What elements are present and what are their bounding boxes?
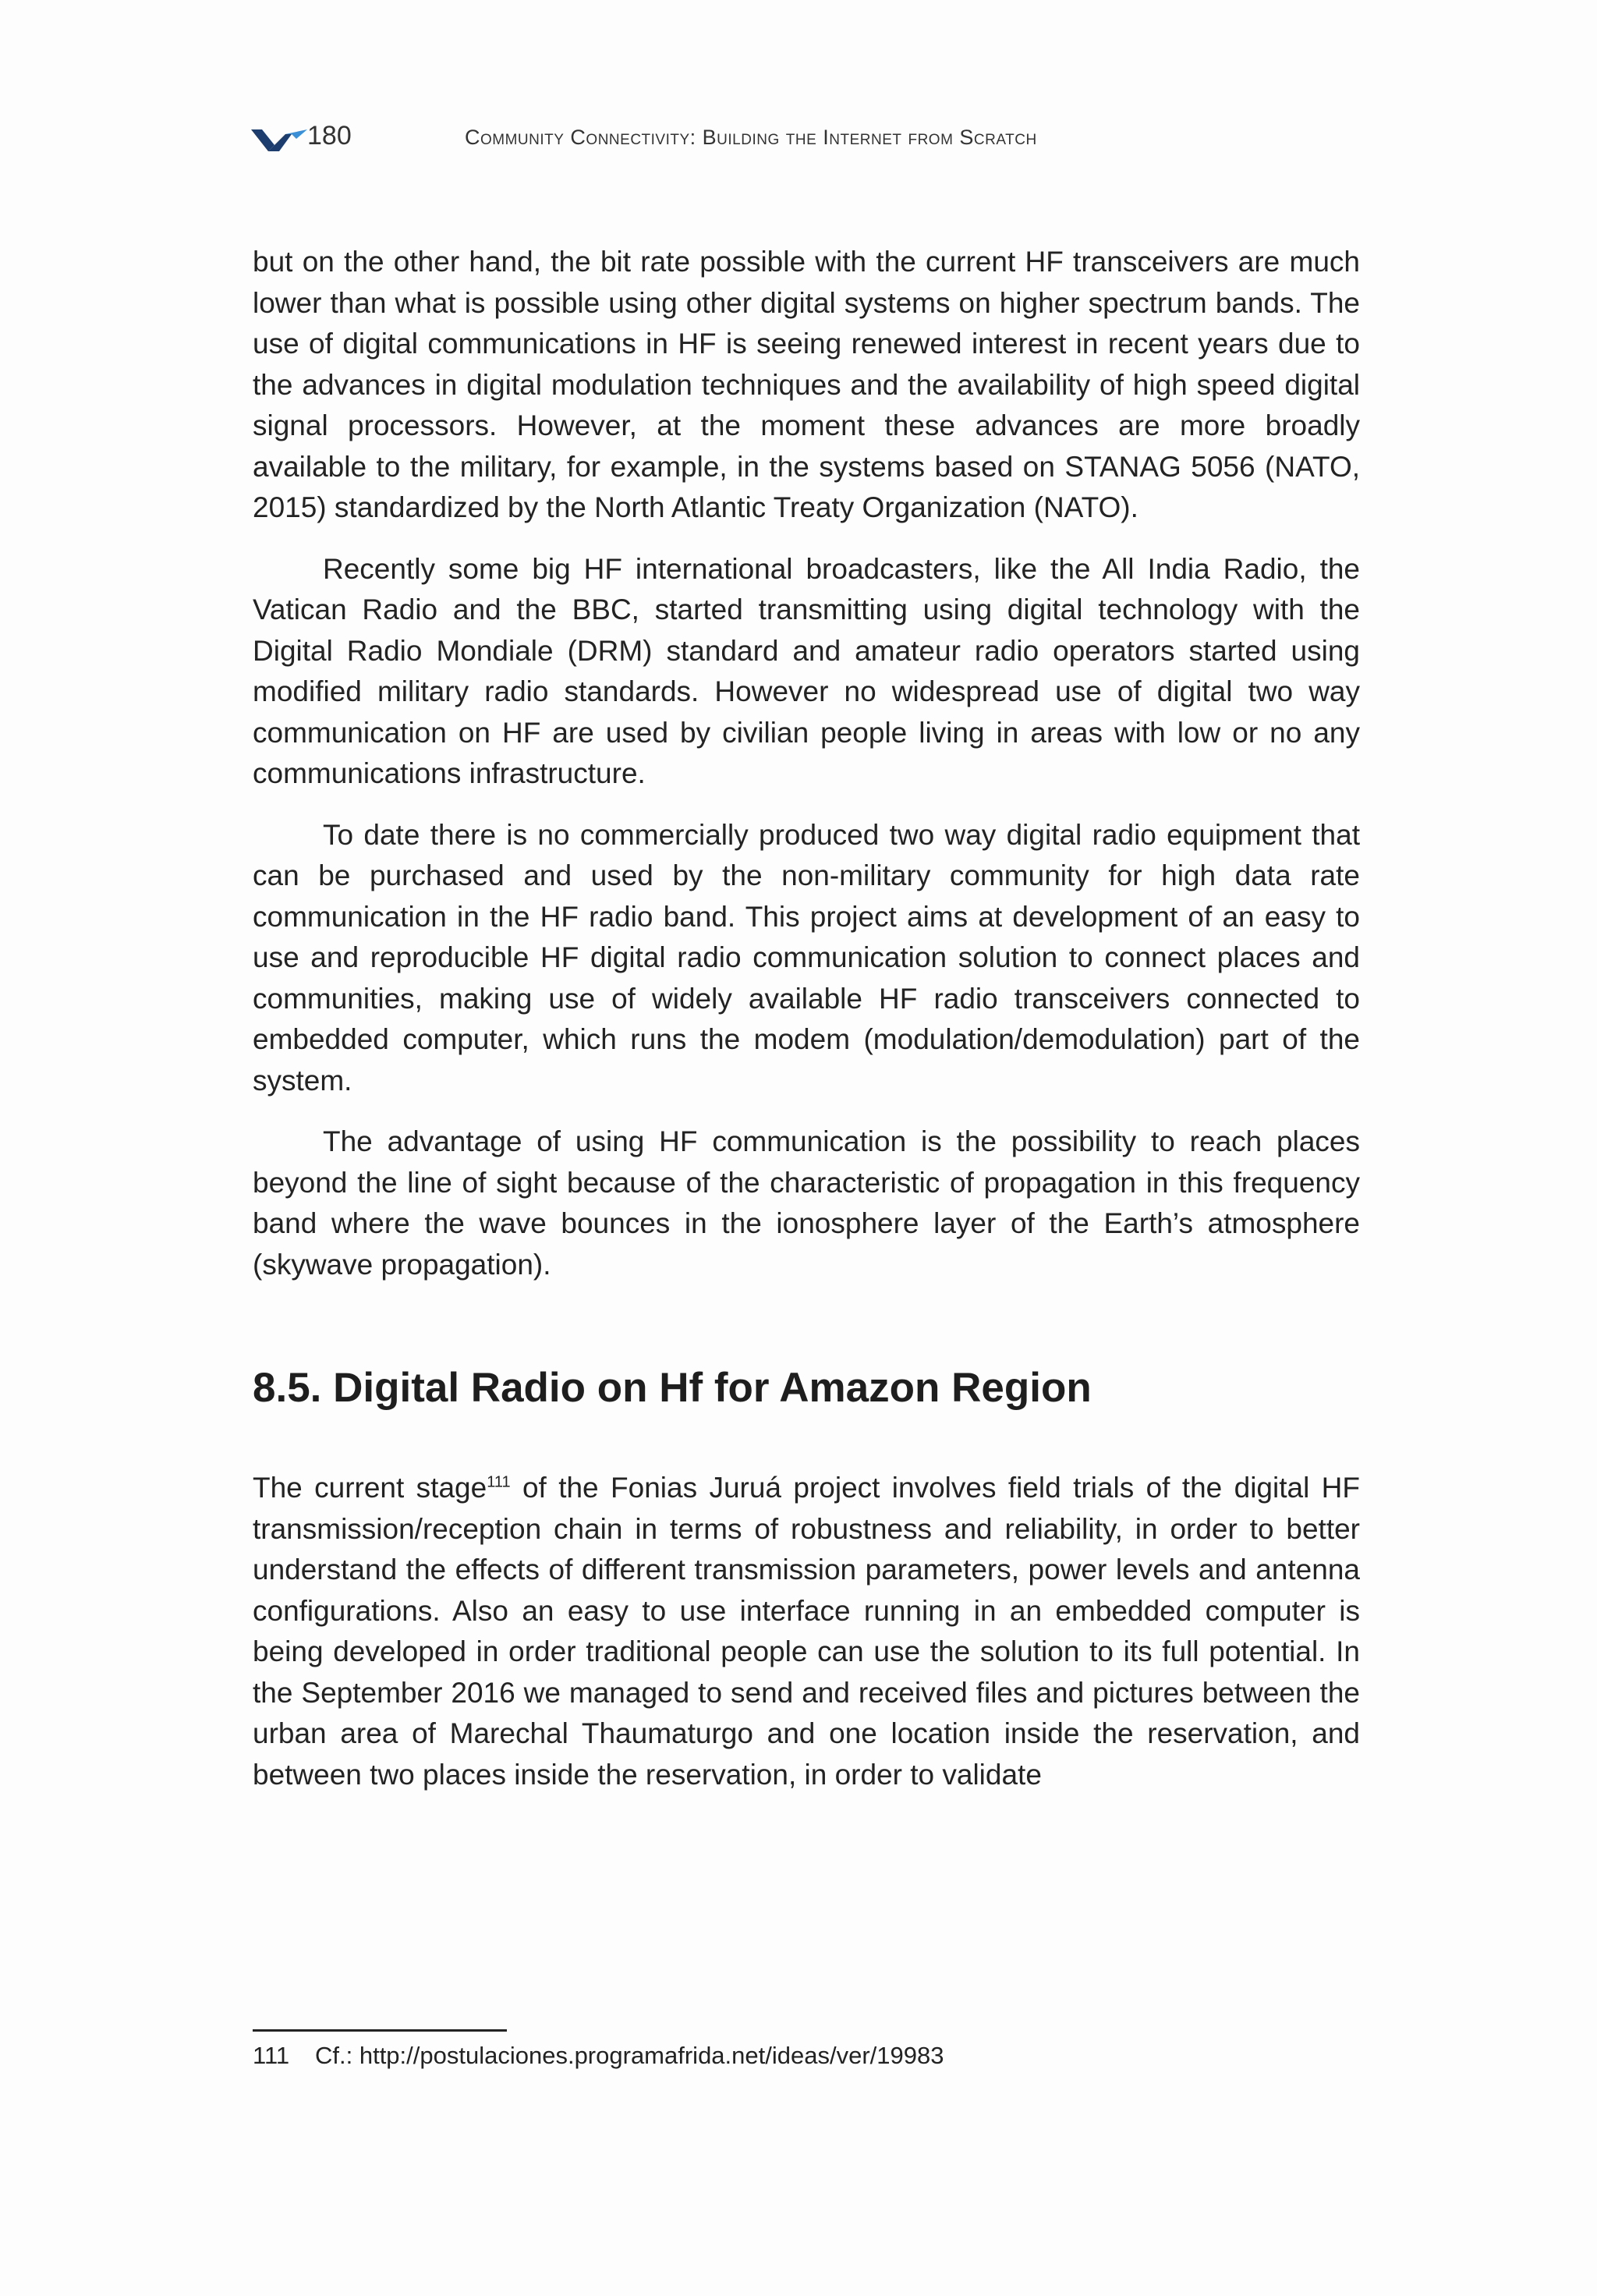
running-title: Community Connectivity: Building the Internet from Scratch: [465, 126, 1037, 149]
running-header: [251, 117, 1358, 161]
paragraph-broadcasters: Recently some big HF international broadcasters, like the All India Radio, the Vatican Radio and the BBC, started transmitting using digital technology with the Digital Radio Mondiale (DRM) standard and amateur radio operators started using modified military radio standards. However no widespread use of digital two way communication on HF are used by civilian people living in areas with low or no any communications infrastructure.: [253, 552, 1360, 789]
page-number: 180: [307, 121, 352, 151]
main-content: [253, 242, 1360, 1795]
paragraph-hf-advantage: The advantage of using HF communication is the possibility to reach places beyond the line of sight because of the characteristic of propagation in this frequency band where the wave bounces in the ionosphere layer of the Earth’s atmosphere (skywave propagation).: [253, 1125, 1360, 1281]
paragraph-continued: but on the other hand, the bit rate possible with the current HF transceivers are much lower than what is possible using other digital systems on higher spectrum bands. The use of digital communications in HF is seeing renewed interest in recent years due to the advances in digital modulation techniques and the availability of high speed digital signal processors. However, at the moment these advances are more broadly available to the military, for example, in the systems based on STANAG 5056 (NATO, 2015) standardized by the North Atlantic Treaty Organization (NATO).: [253, 246, 1360, 523]
footnote-number: 111: [253, 2042, 290, 2069]
section-heading: 8.5. Digital Radio on Hf for Amazon Region: [253, 1365, 1092, 1411]
paragraph-text-rest: of the Fonias Juruá project involves field trials of the digital HF transmission/reception chain in terms of robustness and reliability, in order to better understand the effects of different transmission parameters, power levels and antenna configurations. Also an easy to use interface running in an embedded computer is being developed in order traditional people can use the solution to its full potential. In the September 2016 we managed to send and received files and pictures between the urban area of Marechal Thaumaturgo and one location inside the reservation, and between two places inside the reservation, in order to validate: [253, 1472, 1360, 1791]
publisher-logo-icon: [251, 128, 307, 153]
footnote-text: Cf.: http://postulaciones.programafrida.net/ideas/ver/19983: [315, 2042, 944, 2069]
paragraph-current-stage: [253, 1468, 1360, 1795]
paragraph-project-aim: To date there is no commercially produced two way digital radio equipment that can be purchased and used by the non-military community for high data rate communication in the HF radio band. This project aims at development of an easy to use and reproducible HF digital radio communication solution to connect places and communities, making use of widely available HF radio transceivers connected to embedded computer, which runs the modem (modulation/demodulation) part of the system.: [253, 818, 1360, 1097]
footnote: [253, 2039, 1360, 2072]
footnote-divider: [253, 2029, 507, 2032]
footnote-reference[interactable]: 111: [487, 1473, 511, 1491]
paragraph-text-start: The current stage: [253, 1472, 487, 1504]
